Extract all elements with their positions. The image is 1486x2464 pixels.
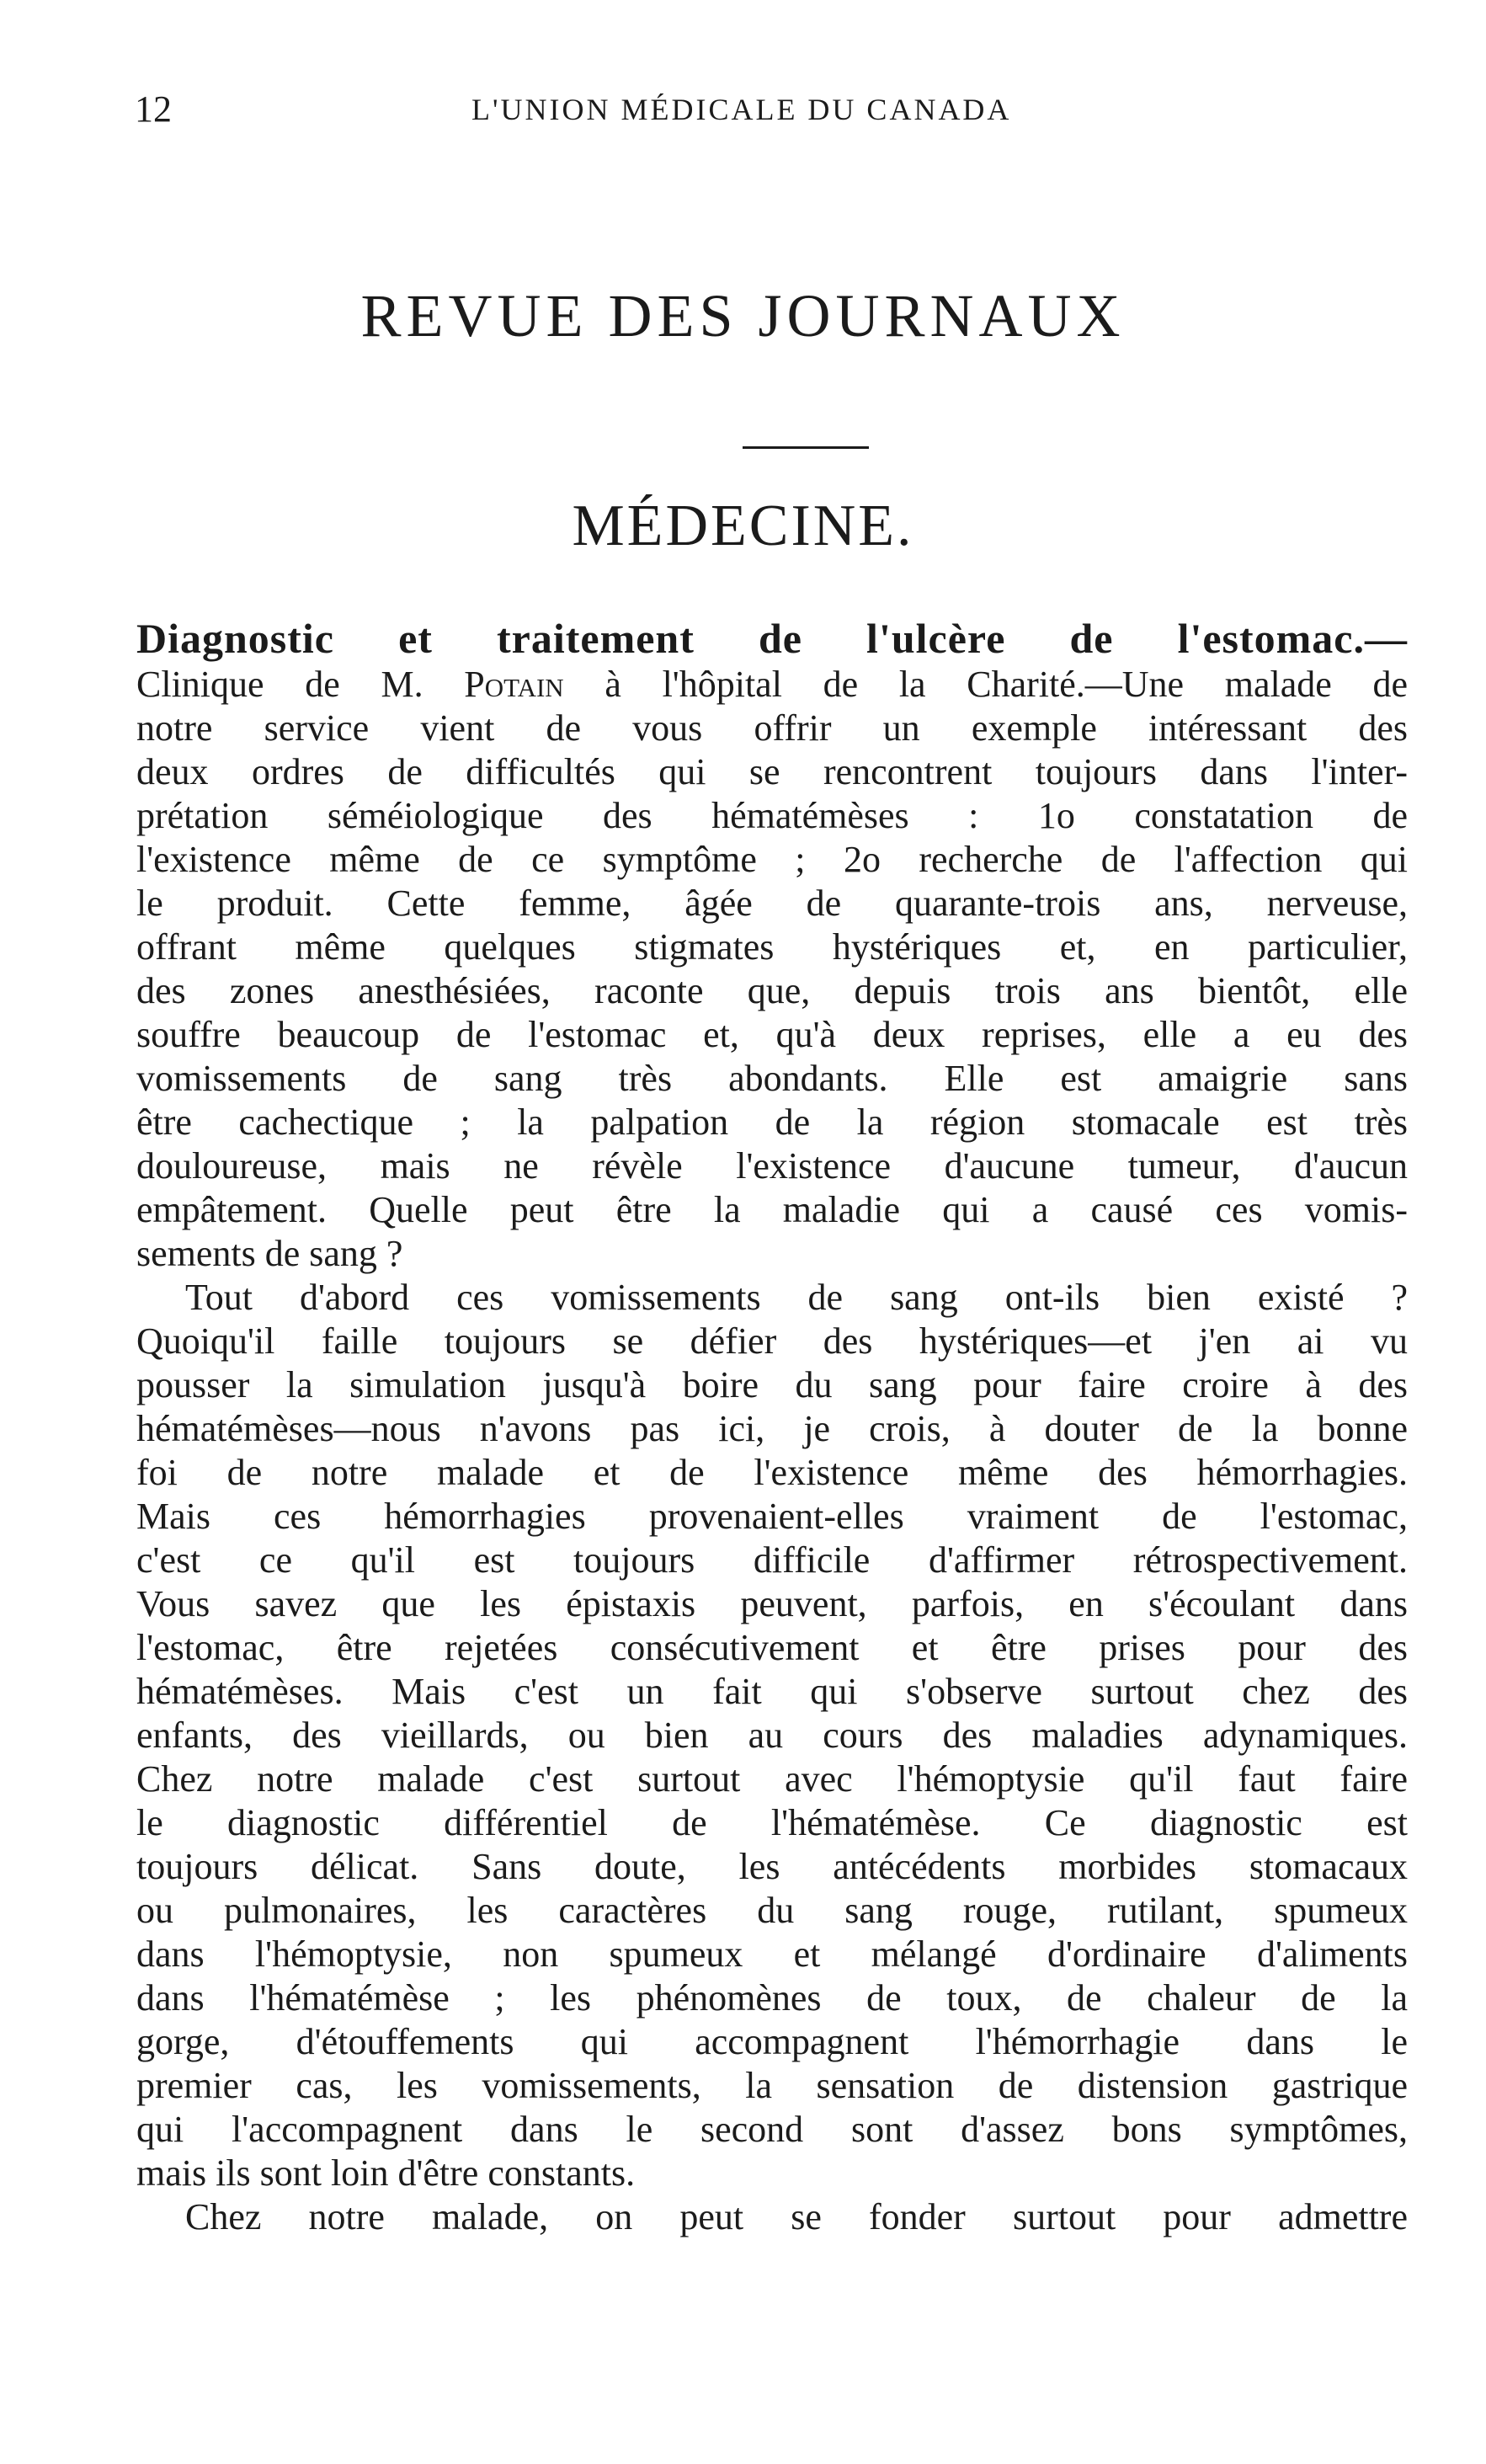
text-line: prétation séméiologique des hématémèses : 1o constatation de [136, 795, 1408, 836]
text-line: douloureuse, mais ne révèle l'existence d'aucune tumeur, d'aucun [136, 1145, 1408, 1187]
text-line: premier cas, les vomissements, la sensation de distension gastrique [136, 2065, 1408, 2106]
text-line: offrant même quelques stigmates hystériques et, en particulier, [136, 926, 1408, 968]
text-line: notre service vient de vous offrir un exemple intéressant des [136, 707, 1408, 749]
journal-title: L'UNION MÉDICALE DU CANADA [471, 93, 1012, 126]
text-line: hématémèses. Mais c'est un fait qui s'observe surtout chez des [136, 1671, 1408, 1712]
text-line: enfants, des vieillards, ou bien au cours des maladies adynamiques. [136, 1715, 1408, 1756]
paragraph-1 [136, 707, 1408, 1276]
section-title: REVUE DES JOURNAUX [360, 282, 1126, 349]
text-line: l'existence même de ce symptôme ; 2o recherche de l'affection qui [136, 839, 1408, 880]
text-line: hématémèses—nous n'avons pas ici, je crois, à douter de la bonne [136, 1408, 1408, 1449]
text-line: dans l'hématémèse ; les phénomènes de toux, de chaleur de la [136, 1977, 1408, 2019]
text-line: empâtement. Quelle peut être la maladie qui a causé ces vomis- [136, 1189, 1408, 1230]
text-line: Quoiqu'il faille toujours se défier des hystériques—et j'en ai vu [136, 1320, 1408, 1362]
text-line: Tout d'abord ces vomissements de sang ont-ils bien existé ? [185, 1277, 1408, 1318]
text-line: toujours délicat. Sans doute, les antécédents morbides stomacaux [136, 1846, 1408, 1887]
text-line: pousser la simulation jusqu'à boire du sang pour faire croire à des [136, 1364, 1408, 1405]
text-line: mais ils sont loin d'être constants. [136, 2152, 636, 2194]
running-head [135, 84, 1398, 135]
text-line: Mais ces hémorrhagies provenaient-elles vraiment de l'estomac, [136, 1496, 1408, 1537]
text-line: deux ordres de difficultés qui se rencontrent toujours dans l'inter- [136, 751, 1408, 792]
text-line: être cachectique ; la palpation de la région stomacale est très [136, 1101, 1408, 1143]
article-body [136, 616, 1408, 2239]
text-line: dans l'hémoptysie, non spumeux et mélangé d'ordinaire d'aliments [136, 1933, 1408, 1975]
text-line: ou pulmonaires, les caractères du sang rouge, rutilant, spumeux [136, 1890, 1408, 1931]
paragraph-2 [136, 1276, 1408, 2195]
text-line: gorge, d'étouffements qui accompagnent l'hémorrhagie dans le [136, 2021, 1408, 2062]
clinic-line [136, 663, 1408, 707]
text-line: souffre beaucoup de l'estomac et, qu'à deux reprises, elle a eu des [136, 1014, 1408, 1055]
text-line: foi de notre malade et de l'existence même des hémorrhagies. [136, 1452, 1408, 1493]
clinic-suffix: à l'hôpital de la Charité.—Une malade de [563, 664, 1409, 705]
text-line: l'estomac, être rejetées consécutivement et être prises pour des [136, 1627, 1408, 1668]
text-line: vomissements de sang très abondants. Elle est amaigrie sans [136, 1058, 1408, 1099]
section-divider [743, 446, 869, 449]
page-number: 12 [135, 88, 172, 130]
text-line: Vous savez que les épistaxis peuvent, parfois, en s'écoulant dans [136, 1583, 1408, 1624]
clinic-name: Potain [464, 664, 564, 705]
text-line: le diagnostic différentiel de l'hématémèse. Ce diagnostic est [136, 1802, 1408, 1843]
article-title: Diagnostic et traitement de l'ulcère de l'estomac.— [136, 615, 1408, 662]
text-line: Chez notre malade c'est surtout avec l'hémoptysie qu'il faut faire [136, 1758, 1408, 1800]
text-line: sements de sang ? [136, 1233, 403, 1274]
text-line: qui l'accompagnent dans le second sont d'assez bons symptômes, [136, 2109, 1408, 2150]
text-line: Chez notre malade, on peut se fonder surtout pour admettre [185, 2196, 1408, 2237]
text-line: c'est ce qu'il est toujours difficile d'affirmer rétrospectivement. [136, 1539, 1408, 1581]
paragraph-3 [136, 2195, 1408, 2239]
text-line: le produit. Cette femme, âgée de quarante-trois ans, nerveuse, [136, 883, 1408, 924]
text-line: des zones anesthésiées, raconte que, depuis trois ans bientôt, elle [136, 970, 1408, 1011]
article-title-line [136, 616, 1408, 663]
subsection-title: MÉDECINE. [572, 493, 914, 558]
clinic-prefix: Clinique de M. [136, 664, 465, 705]
